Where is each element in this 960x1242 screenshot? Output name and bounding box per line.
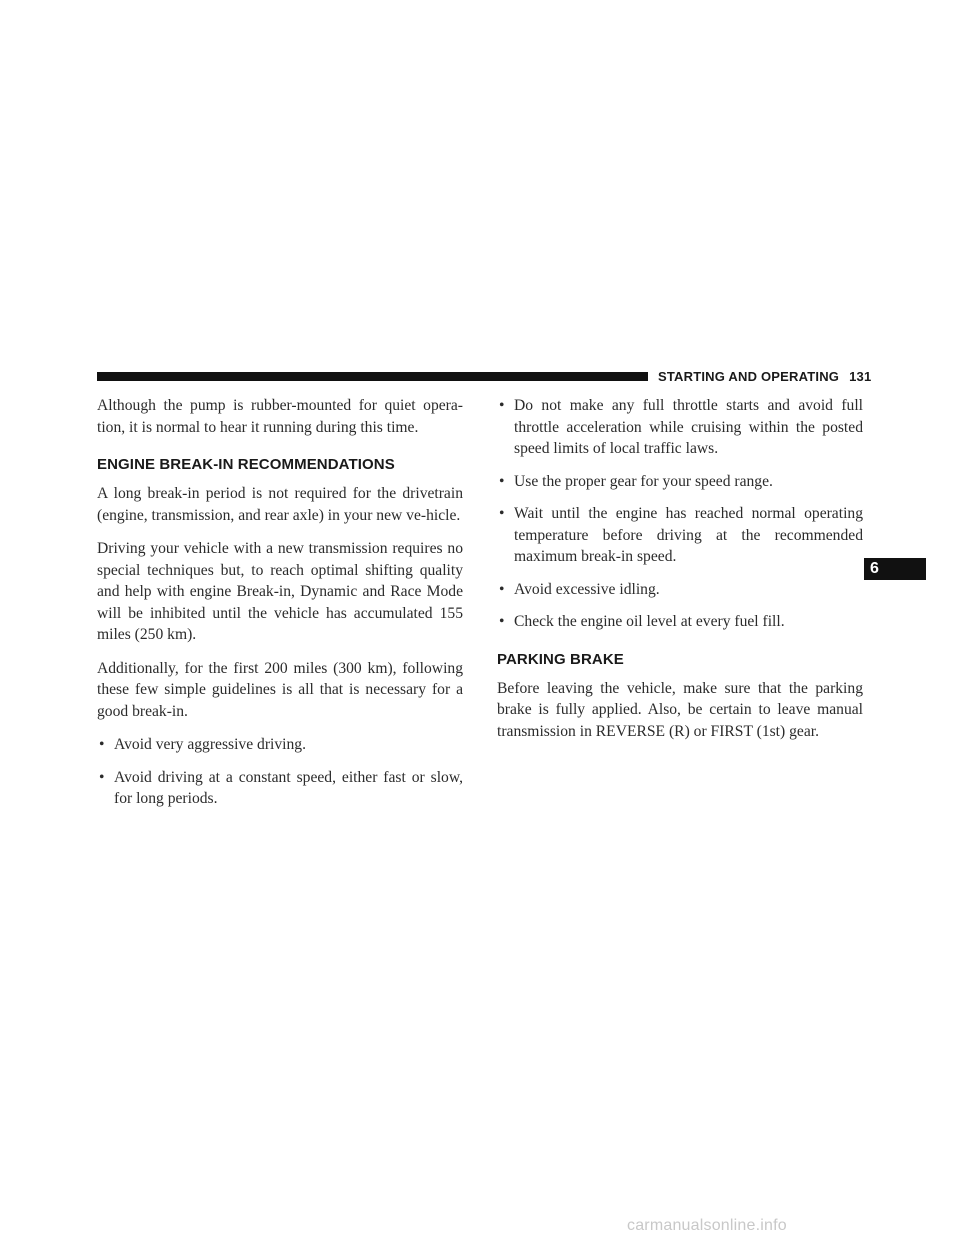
- bullet-icon: •: [99, 736, 105, 753]
- list-item-text: Do not make any full throttle starts and avoid full throttle acceleration while cruising within the posted speed limits of local traffic laws.: [514, 397, 863, 457]
- list-item: [97, 734, 463, 756]
- break-in-paragraph-3: Additionally, for the first 200 miles (300 km), following these few simple guidelines is all that is necessary for a good break-in.: [97, 659, 463, 720]
- break-in-paragraph-2: Driving your vehicle with a new transmission requires no special techniques but, to reach optimal shifting quality and help with engine Break-in, Dynamic and Race Mode will be inhibited until the vehicle has accumulated 155 miles (250 km).: [97, 540, 463, 643]
- bullet-icon: •: [499, 580, 505, 598]
- list-item: [497, 579, 863, 601]
- bullet-icon: •: [499, 472, 505, 490]
- chapter-tab: 6: [864, 558, 926, 580]
- break-in-guidelines-list-continued: [497, 395, 863, 633]
- list-item: [497, 395, 863, 460]
- section-heading-parking-brake: PARKING BRAKE: [497, 650, 624, 668]
- section-heading-break-in: ENGINE BREAK-IN RECOMMENDATIONS: [97, 456, 395, 473]
- right-column: [497, 395, 863, 754]
- list-item-text: Avoid driving at a constant speed, either fast or slow, for long periods.: [114, 768, 463, 807]
- bullet-icon: •: [499, 613, 505, 630]
- bullet-icon: •: [499, 505, 505, 522]
- list-item: [497, 471, 863, 493]
- bullet-icon: •: [99, 768, 105, 786]
- list-item: [97, 767, 463, 810]
- left-column: [97, 395, 463, 821]
- list-item-text: Avoid excessive idling.: [514, 580, 660, 598]
- intro-paragraph: Although the pump is rubber-mounted for quiet opera-tion, it is normal to hear it running during this time.: [97, 397, 463, 436]
- section-title: STARTING AND OPERATING: [658, 369, 840, 384]
- running-header: [658, 369, 871, 384]
- header-rule: [97, 372, 648, 381]
- list-item: [497, 503, 863, 568]
- list-item-text: Wait until the engine has reached normal operating temperature before driving at the recommended maximum break-in speed.: [514, 505, 863, 565]
- list-item: [497, 611, 863, 633]
- page-number: 131: [849, 369, 872, 384]
- bullet-icon: •: [499, 397, 505, 414]
- list-item-text: Use the proper gear for your speed range.: [514, 472, 773, 490]
- list-item-text: Check the engine oil level at every fuel fill.: [514, 613, 785, 630]
- watermark: carmanualsonline.info: [627, 1217, 787, 1234]
- break-in-guidelines-list: [97, 734, 463, 810]
- parking-brake-paragraph: Before leaving the vehicle, make sure that the parking brake is fully applied. Also, be certain to leave manual transmission in REVERSE (R) or FIRST (1st) gear.: [497, 679, 863, 740]
- list-item-text: Avoid very aggressive driving.: [114, 736, 306, 753]
- break-in-paragraph-1: A long break-in period is not required for the drivetrain (engine, transmission, and rear axle) in your new ve-hicle.: [97, 485, 463, 524]
